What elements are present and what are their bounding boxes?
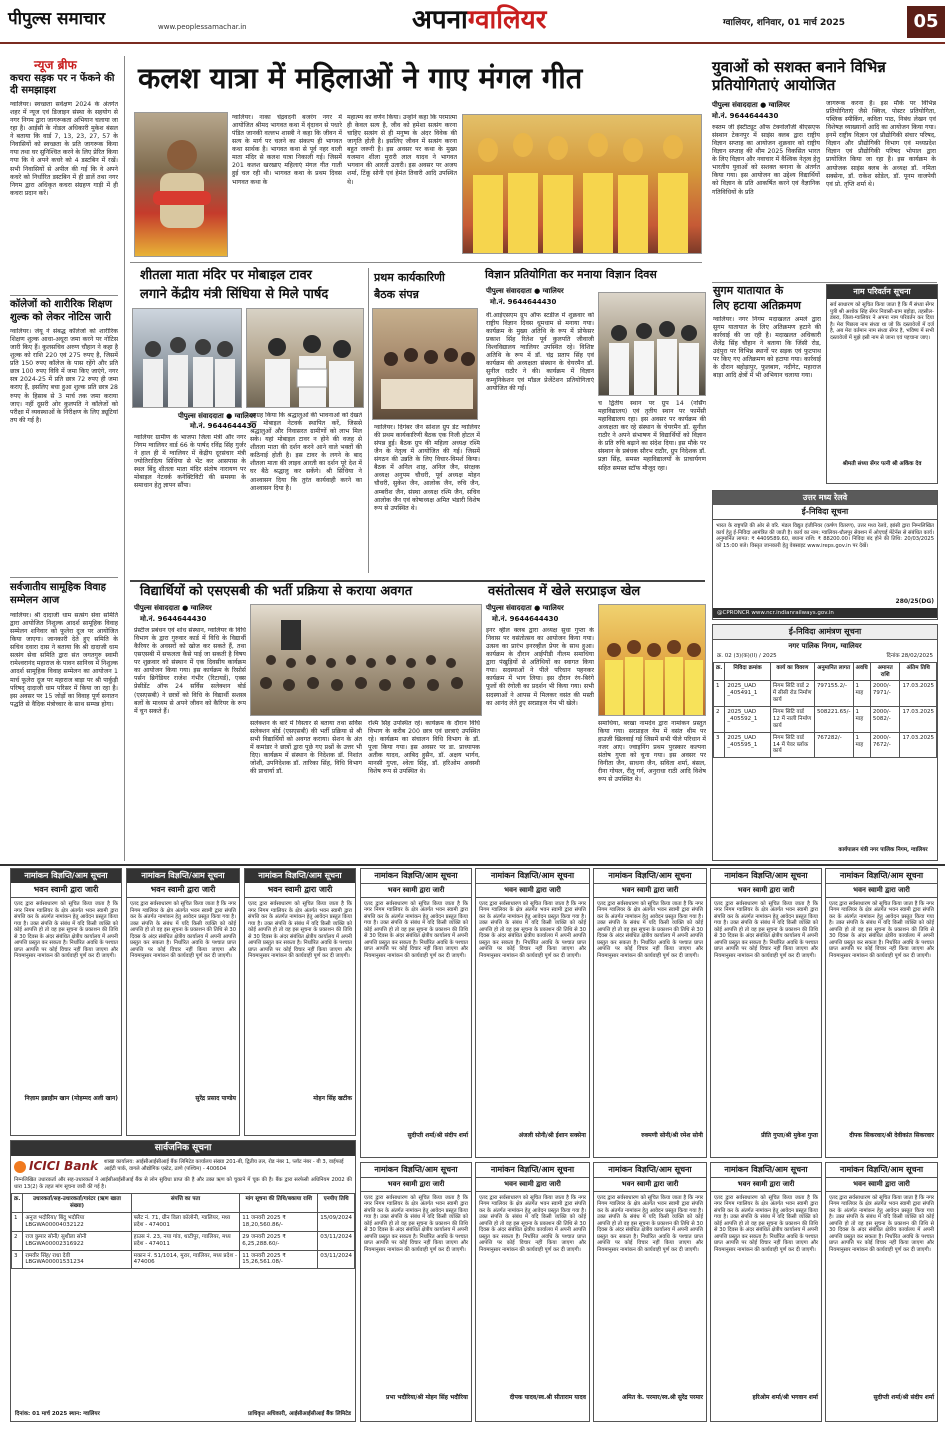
youth-byline: पीपुल्स संवाददाता ● ग्वालियर [712, 101, 790, 109]
nagar-table [713, 662, 937, 759]
pratham-headline-line-2: बैठक संपन्न [374, 287, 419, 301]
icici-footer [15, 1411, 351, 1418]
table-cell: 15/09/2024 [318, 1213, 355, 1232]
table-cell: 2000/- 5082/- [870, 707, 900, 733]
table-cell: 1 [12, 1213, 23, 1232]
notice-sign: निज़ाम इब्राहीम खान (मोहम्मद अली खान) [24, 1095, 118, 1102]
naamankan-notice-9 [360, 1162, 472, 1422]
brief-kicker: न्यूज ब्रीफ [34, 58, 77, 72]
icici-title: सार्वजनिक सूचना [11, 1141, 355, 1156]
table-cell: 2000/- 7971/- [870, 681, 900, 707]
notice-title: नामांकन विज्ञप्ति/आम सूचना [826, 1163, 937, 1178]
naamankan-notice-1 [10, 868, 122, 1136]
table-cell: 1 [714, 681, 725, 707]
lead-headline: कलश यात्रा में महिलाओं ने गाए मंगल गीत [138, 61, 583, 95]
lead-text-col-1: ग्वालियर। नाका चंद्रवदनी बजरंग नगर में आयोजित श्रीमद भागवत कथा में वृंदावन से पधारे पंडित जानकी वल्लभ शास्त्री ने कहा कि जीवन में सत्य के मार्ग पर चलने का संकल्प ही भागवत कथा सार्थक है। भागवत कथा से पूर्व नहर वाली माता मंदिर से कलश यात्रा निकाली गई। जिसमें 201 कलश खरखाए महिलाएं मंगल गीत गाती हुई चल रही थी। भागवत कथा के प्रथम दिवस भागवत कथा के [232, 114, 342, 186]
students-photo [250, 604, 482, 716]
notice-body: एतद द्वारा सर्वसाधारण को सूचित किया जाता है कि नगर निगम ग्वालियर के क्षेत्र अंतर्गत भवन स्वामी द्वारा संपत्ति कर के अंतर्गत नामांकन हेतु आवेदन प्रस्तुत किया गया है। उक्त संपत्ति के संबंध में यदि किसी व्यक्ति को कोई आपत्ति हो तो वह इस सूचना के प्रकाशन की तिथि से 30 दिवस के अंदर संबंधित क्षेत्रीय कार्यालय में अपनी आपत्ति प्रस्तुत कर सकता है। निर्धारित अवधि के पश्चात प्राप्त आपत्ति पर कोई विचार नहीं किया जाएगा और नियमानुसार नामांकन की कार्यवाही पूर्ण कर दी जाएगी। [130, 901, 236, 959]
students-phone: मो.नं. 9644644430 [140, 615, 207, 623]
naamankan-notice-10 [475, 1162, 590, 1422]
table-row [714, 681, 937, 707]
notice-title: नामांकन विज्ञप्ति/आम सूचना [711, 1163, 821, 1178]
icici-logo-icon [14, 1161, 26, 1173]
table-cell: 2 [714, 707, 725, 733]
notice-subtitle: भवन स्वामी द्वारा जारी [826, 884, 937, 898]
issue-date: ग्वालियर, शनिवार, 01 मार्च 2025 [723, 18, 846, 28]
notice-sign: रुक्मणी सोनी/श्री रमेश सोनी [641, 1131, 703, 1139]
pratham-headline-line-1: प्रथम कार्यकारिणी [374, 271, 445, 284]
table-cell: 2025_UAD _405592_1 [725, 707, 771, 733]
science-day-image [599, 293, 706, 396]
table-cell: 1 माह [853, 707, 870, 733]
nagar-col-header: अमानत राशि [870, 662, 900, 681]
notice-body: एतद द्वारा सर्वसाधारण को सूचित किया जाता है कि नगर निगम ग्वालियर के क्षेत्र अंतर्गत भवन स्वामी द्वारा संपत्ति कर के अंतर्गत नामांकन हेतु आवेदन प्रस्तुत किया गया है। उक्त संपत्ति के संबंध में यदि किसी व्यक्ति को कोई आपत्ति हो तो वह इस सूचना के प्रकाशन की तिथि से 30 दिवस के अंदर संबंधित क्षेत्रीय कार्यालय में अपनी आपत्ति प्रस्तुत कर सकता है। निर्धारित अवधि के पश्चात प्राप्त आपत्ति पर कोई विचार नहीं किया जाएगा और नियमानुसार नामांकन की कार्यवाही पूर्ण कर दी जाएगी। [14, 901, 118, 959]
naamankan-notice-8 [825, 868, 938, 1158]
table-cell: 2025_UAD _405491_1 [725, 681, 771, 707]
youth-phone: मो.नं. 9644644430 [712, 112, 779, 120]
notice-title: नामांकन विज्ञप्ति/आम सूचना [361, 869, 471, 884]
naamankan-notice-6 [593, 868, 707, 1158]
lead-photo-procession [462, 114, 702, 254]
notice-subtitle: भवन स्वामी द्वारा जारी [127, 883, 239, 898]
vasant-text-col-1: इनर व्हील क्लब द्वारा अध्यक्ष सुधा गुप्ता के निवास पर वसंतोत्सव का आयोजन किया गया। उत्सव का प्रारंभ इनरव्हील प्रेयर के साथ हुआ। कार्यक्रम के दौरान आईपीडी नीलम समाधिया द्वारा पंखुड़ियों से अतिथियों का स्वागत किया गया। सदस्याओं ने पीले परिधान पहनकर कार्यक्रम में भाग लिया। इस दौरान रंग-बिरंगे फूलों की रंगोली का प्रदर्शन भी किया गया। सभी सदस्याओं ने आपस में मिलकर वसंत की मस्ती का आनंद लेते हुए सरप्राइज गेम भी खेले। [486, 627, 594, 707]
vigyan-photo [598, 292, 706, 396]
shitla-headline-line-1: शीतला माता मंदिर पर मोबाइल टावर [140, 268, 312, 283]
notice-body: एतद द्वारा सर्वसाधारण को सूचित किया जाता है कि नगर निगम ग्वालियर के क्षेत्र अंतर्गत भवन स्वामी द्वारा संपत्ति कर के अंतर्गत नामांकन हेतु आवेदन प्रस्तुत किया गया है। उक्त संपत्ति के संबंध में यदि किसी व्यक्ति को कोई आपत्ति हो तो वह इस सूचना के प्रकाशन की तिथि से 30 दिवस के अंदर संबंधित क्षेत्रीय कार्यालय में अपनी आपत्ति प्रस्तुत कर सकता है। निर्धारित अवधि के पश्चात प्राप्त आपत्ति पर कोई विचार नहीं किया जाएगा और नियमानुसार नामांकन की कार्यवाही पूर्ण कर दी जाएगी। [364, 900, 468, 959]
masthead-prefix: अपना [412, 5, 468, 35]
table-cell: मकान नं. 51/1014, मुरार, ग्वालियर, मध्य प्रदेश - 474006 [131, 1250, 240, 1269]
icici-col-header: एनपीए तिथि [318, 1194, 355, 1213]
vasant-text-col-2: समाधिया, बरखा नामदेव द्वारा नामांकन प्रस्तुत किया गया। सरप्राइज गेम में वसंत थीम पर हाउजी खिलवाई गई जिसमें सभी पीले परिधान में नजर आए। ज्वाइनिंग प्रथम पुरस्कार कल्पना संतोष गुप्ता को चुना गया। इस अवसर पर विनीता जैन, साधना जैन, सविता शर्मा, बंसल, रीना गोयल, रीतू गर्ग, अनुराधा राठी आदि विशेष रूप से उपस्थित थे। [598, 720, 706, 784]
masthead-city: ग्वालियर [467, 5, 547, 35]
notice-subtitle: भवन स्वामी द्वारा जारी [361, 884, 471, 898]
column-divider [368, 268, 369, 573]
notice-title: नामांकन विज्ञप्ति/आम सूचना [826, 869, 937, 884]
students-headline: विद्यार्थियों को एसएसबी की भर्ती प्रक्रिया से कराया अवगत [140, 584, 413, 599]
shitla-text-col-2: आग्रह किया कि श्रद्धालुओं की भावनाओं को देखते हुए मोबाइल नेटवर्क स्थापित करें, जिससे श्रद्धालुओं और निवासरत ग्रामीणों को लाभ मिल सके। यहां मोबाइल टावर न होने की वजह से शीतला माता की दर्शन करने आने वाले भक्तों की कठिनाई होती है। इस टावर के लगने के बाद शीतला माता की लाइव आरती का दर्शन पूरे देश में घर बैठे श्रद्धालु कर सकेंगे। श्री सिंधिया ने आश्वासन दिया कि तुरंत कार्यवाही करने का आश्वासन दिया है। [250, 412, 362, 492]
shitla-text-col-1: ग्वालियर ग्रामीण के भाजपा जिला मंत्री और नगर निगम ग्वालियर वार्ड 66 के पार्षद रविंद्र सिंह गुर्जर ने हाल ही में ग्वालियर में केंद्रीय दूरसंचार मंत्री ज्योतिरादित्य सिंधिया से भेंट कर आसपास के स्थल बिंदु शीतला माता मंदिर संतोष नारायण पर मोबाइल नेटवर्क कनेक्टिविटी की समस्या के समाधान हेतु ज्ञापन सौंपा। [134, 434, 246, 490]
notice-subtitle: भवन स्वामी द्वारा जारी [711, 1178, 821, 1192]
divider [10, 295, 118, 296]
notice-subtitle: भवन स्वामी द्वारा जारी [476, 884, 589, 898]
icici-text: निम्नलिखित उधारकर्ता और सह-उधारकर्ता ने आईसीआईसीआई बैंक से लोन सुविधा प्राप्त की है और उक्त ऋण को चुकाने में चूक की है। बैंक द्वारा सरफेसी अधिनियम 2002 की धारा 13(2) के तहत मांग सूचना जारी की गई है। [14, 1177, 352, 1190]
railway-code: 280/25(DG) [895, 598, 934, 605]
section-divider [0, 864, 945, 866]
icici-col-header: क्र. [12, 1194, 23, 1213]
notice-body: एतद द्वारा सर्वसाधारण को सूचित किया जाता है कि नगर निगम ग्वालियर के क्षेत्र अंतर्गत भवन स्वामी द्वारा संपत्ति कर के अंतर्गत नामांकन हेतु आवेदन प्रस्तुत किया गया है। उक्त संपत्ति के संबंध में यदि किसी व्यक्ति को कोई आपत्ति हो तो वह इस सूचना के प्रकाशन की तिथि से 30 दिवस के अंदर संबंधित क्षेत्रीय कार्यालय में अपनी आपत्ति प्रस्तुत कर सकता है। निर्धारित अवधि के पश्चात प्राप्त आपत्ति पर कोई विचार नहीं किया जाएगा और नियमानुसार नामांकन की कार्यवाही पूर्ण कर दी जाएगी। [597, 900, 703, 959]
notice-sign: दीपक सिकरवार/श्री देवीकांत सिकरवार [849, 1131, 934, 1139]
icici-logo [14, 1159, 98, 1174]
page-number: 05 [907, 6, 945, 38]
notice-subtitle: भवन स्वामी द्वारा जारी [711, 884, 821, 898]
table-cell: 17.03.2025 [900, 707, 937, 733]
notice-sign: अंजली सोनी/श्री ईशान सक्सेना [518, 1131, 586, 1139]
notice-sign: हरिओम शर्मा/श्री भगवान शर्मा [752, 1393, 818, 1401]
students-text-col-2: सलेक्शन के बारे में विस्तार से बताया तथा सर्विस सलेक्शन बोर्ड (एसएसबी) की भर्ती प्रक्रिया से श्री सभी विद्यार्थियों को अवगत कराया। सेशन के अंत में कमांडर ने छात्रों द्वारा पूछे गए प्रश्नों के उत्तर भी दिए। कार्यक्रम में संस्थान के निदेशक डॉ. निशांत जोशी, उपनिदेशक डॉ. तारिका सिंह, विधि विभाग की प्राचार्या डॉ. [250, 720, 362, 776]
speaker-image [135, 113, 228, 257]
table-cell: 11 जनवरी 2025 ₹ 15,26,561.08/- [240, 1250, 318, 1269]
naamankan-notice-5 [475, 868, 590, 1158]
table-cell: 17.03.2025 [900, 681, 937, 707]
notice-subtitle: भवन स्वामी द्वारा जारी [594, 1178, 706, 1192]
table-cell: 2025_UAD _405595_1 [725, 732, 771, 758]
notice-title: नामांकन विज्ञप्ति/आम सूचना [594, 1163, 706, 1178]
table-cell: निगम सिटि वार्ड 2 में सीसी रोड निर्माण कार्य [770, 681, 814, 707]
icici-public-notice [10, 1140, 356, 1422]
notice-subtitle: भवन स्वामी द्वारा जारी [594, 884, 706, 898]
pratham-photo [372, 308, 478, 420]
sugam-text: ग्वालियर। नगर निगम मदाखलत अमले द्वारा सुगम यातायात के लिए अतिक्रमण हटाने की कार्रवाई की जा रही है। मदाखलत अधिकारी शैलेंद्र सिंह चौहान ने बताया कि जिंसी रोड, उदंपुरा पर विभिन्न स्थानों पर सड़क एवं फुटपाथ पर किए गए अतिक्रमण को हटाया गया। कार्रवाई के दौरान बहोड़ापुर, फूलबाग, नदीगेट, महाराज बाड़ा आदि क्षेत्रों में भी अभियान चलाया गया। [713, 316, 821, 380]
brand-logo: पीपुल्स समाचार [8, 9, 106, 29]
table-cell: 03/11/2024 [318, 1250, 355, 1269]
vasant-byline: पीपुल्स संवाददाता ● ग्वालियर [486, 604, 564, 612]
notice-body: एतद द्वारा सर्वसाधारण को सूचित किया जाता है कि नगर निगम ग्वालियर के क्षेत्र अंतर्गत भवन स्वामी द्वारा संपत्ति कर के अंतर्गत नामांकन हेतु आवेदन प्रस्तुत किया गया है। उक्त संपत्ति के संबंध में यदि किसी व्यक्ति को कोई आपत्ति हो तो वह इस सूचना के प्रकाशन की तिथि से 30 दिवस के अंदर संबंधित क्षेत्रीय कार्यालय में अपनी आपत्ति प्रस्तुत कर सकता है। निर्धारित अवधि के पश्चात प्राप्त आपत्ति पर कोई विचार नहीं किया जाएगा और नियमानुसार नामांकन की कार्यवाही पूर्ण कर दी जाएगी। [714, 900, 818, 959]
icici-col-header: मांग सूचना की तिथि/बकाया राशि [240, 1194, 318, 1213]
name-change-notice [826, 284, 938, 484]
notice-body: एतद द्वारा सर्वसाधारण को सूचित किया जाता है कि नगर निगम ग्वालियर के क्षेत्र अंतर्गत भवन स्वामी द्वारा संपत्ति कर के अंतर्गत नामांकन हेतु आवेदन प्रस्तुत किया गया है। उक्त संपत्ति के संबंध में यदि किसी व्यक्ति को कोई आपत्ति हो तो वह इस सूचना के प्रकाशन की तिथि से 30 दिवस के अंदर संबंधित क्षेत्रीय कार्यालय में अपनी आपत्ति प्रस्तुत कर सकता है। निर्धारित अवधि के पश्चात प्राप्त आपत्ति पर कोई विचार नहीं किया जाएगा और नियमानुसार नामांकन की कार्यवाही पूर्ण कर दी जाएगी। [829, 900, 934, 959]
table-cell: 1 माह [853, 681, 870, 707]
vigyan-text-col-2: च द्वितीय स्थान पर ग्रुप 14 (नर्सिंग महाविद्यालय) एवं तृतीय स्थान पर फार्मेसी महाविद्यालय रहा। इस अवसर पर कार्यक्रम की अध्यक्षता कर रहे संस्थान के चेयरमैन डॉ. सुनील राठौर ने अपने संभाषण में विद्यार्थियों को विज्ञान के प्रति रुचि बढ़ाने का संदेश दिया। इस मौके पर संस्थान के प्रबंधक सौरभ राठौर, ग्रुप निदेशक डॉ. प्रज्ञा सिंह, समस्त महाविद्यालयों के प्राचार्यगण सहित समस्त स्टॉफ मौजूद रहा। [598, 400, 706, 472]
icici-address: शाखा कार्यालय: आईसीआईसीआई बैंक लिमिटेड कार्यालय संख्या 201-बी, द्वितीय तल, रोड नंबर 1, प्लॉट नंबर - बी 3, वाईफाई आईटी पार्क, वागले औद्योगिक एस्टेट, ठाणे (पश्चिम) - 400604 [103, 1159, 344, 1172]
table-cell: 1 माह [853, 732, 870, 758]
shitla-byline: पीपुल्स संवाददाता ● ग्वालियर [178, 412, 256, 420]
notice-title: नामांकन विज्ञप्ति/आम सूचना [476, 869, 589, 884]
notice-sign: दीपक यादव/स्व.श्री सीताराम यादव [509, 1393, 586, 1401]
table-cell: 03/11/2024 [318, 1231, 355, 1250]
icici-header-row [11, 1156, 355, 1177]
notice-subtitle: भवन स्वामी द्वारा जारी [245, 883, 355, 898]
railway-title: उत्तर मध्य रेलवे [713, 491, 937, 505]
table-cell: 767282/- [814, 732, 853, 758]
notice-title: नामांकन विज्ञप्ति/आम सूचना [361, 1163, 471, 1178]
nagar-ref: क्र. 02 (3)(क)(II) / 2025 [717, 652, 777, 659]
vigyan-phone: मो.नं. 9644644430 [490, 298, 557, 306]
pratham-text: ग्वालियर। दिगंबर जैन सोशल ग्रुप डेट ग्वालियर की प्रथम कार्यकारिणी बैठक एक निजी होटल में संपन्न हुई। बैठक ग्रुप की महिला अध्यक्ष रश्मि जैन के नेतृत्व में आयोजित की गई। जिसमें संगठन की उन्नति के लिए विचार-विमर्श किया। बैठक में अनिल शाह, अनिल जैन, संरक्षक अध्यक्ष अनुपम चौधरी, पूर्व अध्यक्ष मोहन चौधरी, सुकेश जैन, आलोक जैन, रुचि जैन, अम्बरीश जैन, संस्था अध्यक्ष रश्मि जैन, सचिव आलोक जैन एवं कोषाध्यक्ष अमित भंडारी विशेष रूप से उपस्थित थे। [374, 424, 480, 512]
table-cell: निगम सिटि वार्ड 14 में पेवर ब्लॉक कार्य [770, 732, 814, 758]
auditorium-image [251, 605, 482, 716]
name-change-title: नाम परिवर्तन सूचना [827, 285, 937, 299]
naamankan-notice-4 [360, 868, 472, 1158]
meeting-image-left [133, 309, 242, 408]
youth-headline: युवाओं को सशक्त बनाने विभिन्न प्रतियोगिताएं आयोजित [712, 58, 886, 94]
notice-sign: अमित के. परमार/स्व.श्री सुरेंद्र परमार [622, 1393, 703, 1401]
notice-subtitle: भवन स्वामी द्वारा जारी [361, 1178, 471, 1192]
shitla-photo-left [132, 308, 242, 408]
icici-col-header: संपत्ति का पता [131, 1194, 240, 1213]
table-cell: 2000/- 7672/- [870, 732, 900, 758]
notice-sign: मोहन सिंह खटीक [313, 1095, 352, 1102]
sugam-headline-line-1: सुगम यातायात के [713, 284, 784, 297]
railway-footer[interactable]: @CPRONCR www.ncr.indianrailways.gov.in [713, 608, 937, 619]
brief-headline-1: कचरा सड़क पर न फेंकने की दी समझाइश [10, 73, 115, 96]
icici-table [11, 1193, 355, 1269]
notice-sign: प्रभा भदौरिया/श्री मोहन सिंह भदौरिया [386, 1393, 468, 1401]
vasant-phone: मो.नं. 9644644430 [492, 615, 559, 623]
table-row [714, 707, 937, 733]
table-cell: 2 [12, 1231, 23, 1250]
vasant-headline: वसंतोत्सव में खेले सरप्राइज खेल [488, 584, 641, 599]
icici-footer-right: प्राधिकृत अधिकारी, आईसीआईसीआई बैंक लिमिटेड [248, 1411, 351, 1418]
notice-body: एतद द्वारा सर्वसाधारण को सूचित किया जाता है कि नगर निगम ग्वालियर के क्षेत्र अंतर्गत भवन स्वामी द्वारा संपत्ति कर के अंतर्गत नामांकन हेतु आवेदन प्रस्तुत किया गया है। उक्त संपत्ति के संबंध में यदि किसी व्यक्ति को कोई आपत्ति हो तो वह इस सूचना के प्रकाशन की तिथि से 30 दिवस के अंदर संबंधित क्षेत्रीय कार्यालय में अपनी आपत्ति प्रस्तुत कर सकता है। निर्धारित अवधि के पश्चात प्राप्त आपत्ति पर कोई विचार नहीं किया जाएगा और नियमानुसार नामांकन की कार्यवाही पूर्ण कर दी जाएगी। [714, 1194, 818, 1253]
table-row [12, 1250, 355, 1269]
notice-body: एतद द्वारा सर्वसाधारण को सूचित किया जाता है कि नगर निगम ग्वालियर के क्षेत्र अंतर्गत भवन स्वामी द्वारा संपत्ति कर के अंतर्गत नामांकन हेतु आवेदन प्रस्तुत किया गया है। उक्त संपत्ति के संबंध में यदि किसी व्यक्ति को कोई आपत्ति हो तो वह इस सूचना के प्रकाशन की तिथि से 30 दिवस के अंदर संबंधित क्षेत्रीय कार्यालय में अपनी आपत्ति प्रस्तुत कर सकता है। निर्धारित अवधि के पश्चात प्राप्त आपत्ति पर कोई विचार नहीं किया जाएगा और नियमानुसार नामांकन की कार्यवाही पूर्ण कर दी जाएगी। [597, 1194, 703, 1253]
nagar-title: ई-निविदा आमंत्रण सूचना [713, 625, 937, 640]
icici-col-header: उधारकर्ता/सह-उधारकर्ता/गारंटर (ऋण खाता संख्या) [23, 1194, 131, 1213]
railway-subtitle: ई-निविदा सूचना [713, 505, 937, 520]
shitla-photo-right [246, 308, 364, 408]
pratham-headline [374, 270, 482, 303]
naamankan-notice-12 [710, 1162, 822, 1422]
meeting-group-image [373, 309, 478, 420]
name-change-sign: श्रीमती संध्या सेंगर पत्नी श्री अकिंक देव [842, 461, 922, 467]
nagar-ref-row [713, 653, 937, 662]
lead-photo-speaker [134, 112, 228, 257]
nagar-org: नगर पालिक निगम, ग्वालियर [788, 642, 862, 650]
vigyan-byline: पीपुल्स संवाददाता ● ग्वालियर [486, 287, 564, 295]
divider [130, 580, 705, 582]
column-divider [124, 56, 125, 861]
table-cell: 3 [714, 732, 725, 758]
notice-title: नामांकन विज्ञप्ति/आम सूचना [594, 869, 706, 884]
name-change-text: सर्व साधारण को सूचित किया जाता है कि मैं संध्या सेंगर पुत्री श्री अशोक सिंह सेंगर निवासी-ग्राम बहोड़ा, तहसील-डबरा, जिला-ग्वालियर ने अपना नाम परिवर्तन कर दिया है। मेरा पिछला नाम संध्या था जो कि दस्तावेजों में दर्ज है, अब मेरा वर्तमान नाम संध्या सेंगर है, भविष्य में सभी दस्तावेजों में मुझे इसी नाम से जाना एवं पहचाना जाए। [830, 302, 935, 341]
table-cell: 3 [12, 1250, 23, 1269]
vasant-photo [598, 604, 706, 716]
page-header [0, 0, 945, 44]
meeting-image-right [247, 309, 364, 408]
nagar-sign: कार्यपालन यंत्री नगर पालिक निगम, ग्वालियर [838, 847, 928, 854]
notice-sign: प्रीति गुप्ता/श्री मुकेश गुप्ता [761, 1131, 818, 1139]
notice-sign: सुदीप्ती शर्मा/श्री संदीप शर्मा [873, 1393, 934, 1401]
students-byline: पीपुल्स संवाददाता ● ग्वालियर [134, 604, 212, 612]
notice-title: नामांकन विज्ञप्ति/आम सूचना [711, 869, 821, 884]
railway-text: भारत के राष्ट्रपति की ओर से वरि. मंडल विद्युत इंजीनियर (कर्षण वितरण), उत्तर मध्य रेलवे, झांसी द्वारा निम्नलिखित कार्य हेतु ई-निविदा आमंत्रित की जाती है। कार्य का नाम: ग्वालियर-धौलपुर सेक्शन में ओएचई मेंटेनेंस से संबंधित कार्य। अनुमानित लागत: ₹ 4409589.60, बयाना राशि: ₹ 88200.00। निविदा बंद होने की तिथि: 20/03/2025 को 15:00 बजे। विस्तृत जानकारी हेतु वेबसाइट www.ireps.gov.in पर देखें। [716, 523, 934, 549]
notice-title: नामांकन विज्ञप्ति/आम सूचना [476, 1163, 589, 1178]
notice-title: नामांकन विज्ञप्ति/आम सूचना [11, 869, 121, 883]
table-row [12, 1213, 355, 1232]
naamankan-notice-13 [825, 1162, 938, 1422]
brief-text-3: ग्वालियर। श्री दादाजी धाम सत्संग सेवा समिति द्वारा आयोजित निशुल्क आदर्श सामूहिक विवाह सम्मेलन शनिवार को फूलेरा दूज पर आयोजित किया जाएगा। जानकारी देते हुए समिति के सचिव दवारा दास ने बताया कि श्री दादाजी धाम सत्संग सेवा समिति द्वारा संत जगतगुरु स्वामी रामेश्वरानंद महाराज के पावन सानिध्य में निशुल्क आदर्श सामूहिक विवाह सम्मेलन का आयोजन 1 मार्च फूलेरा दूज पर महाराज बाड़ा पर श्री पार्कुड़ी परिषद् दादाजी धाम परिसर में किया जा रहा है। इस अवसर पर 15 जोड़ों का विवाह पूर्ण सनातन पद्धति से वैदिक मंत्रोच्चार के साथ सम्पन्न होगा। [10, 612, 118, 708]
divider [712, 282, 937, 283]
notice-body: एतद द्वारा सर्वसाधारण को सूचित किया जाता है कि नगर निगम ग्वालियर के क्षेत्र अंतर्गत भवन स्वामी द्वारा संपत्ति कर के अंतर्गत नामांकन हेतु आवेदन प्रस्तुत किया गया है। उक्त संपत्ति के संबंध में यदि किसी व्यक्ति को कोई आपत्ति हो तो वह इस सूचना के प्रकाशन की तिथि से 30 दिवस के अंदर संबंधित क्षेत्रीय कार्यालय में अपनी आपत्ति प्रस्तुत कर सकता है। निर्धारित अवधि के पश्चात प्राप्त आपत्ति पर कोई विचार नहीं किया जाएगा और नियमानुसार नामांकन की कार्यवाही पूर्ण कर दी जाएगी। [829, 1194, 934, 1253]
table-row [12, 1231, 355, 1250]
notice-subtitle: भवन स्वामी द्वारा जारी [826, 1178, 937, 1192]
vigyan-text-col-1: वी.आईएसएम ग्रुप ऑफ स्टडीज में शुक्रवार को राष्ट्रीय विज्ञान दिवस धूमधाम से मनाया गया। कार्यक्रम के मुख्य अतिथि के रूप में प्रोफेसर प्रकाश सिंह रितेश पूर्व कुलपति जीवाजी विश्वविद्यालय ग्वालियर उपस्थित रहे। विशिष्ट अतिथि के रूप में डॉ. चंद्र प्रताप सिंह एवं कार्यक्रम की अध्यक्षता संस्थान के चेयरमैन डॉ. सुनील राठौर ने की। कार्यक्रम में विज्ञान कम्युनिकेशन एवं मॉडल प्रेजेंटेशन प्रतियोगिताएं आयोजित की गईं। [486, 312, 594, 392]
nagar-col-header: अनुमानित लागत [814, 662, 853, 681]
lead-text-col-2: महात्म्य का वर्णन किया। उन्होंने कहा कि परमात्मा ही केवल सत्य है, जीव को हमेशा सत्संग करना चाहिए सत्संग से ही मनुष्य के अंदर विवेक की जागृति होती है। इसलिए जीवन में सत्संग करना बहुत जरूरी है। इस अवसर पर कथा के मुख्य यजमान शीला मुरारी लाल यादव ने भागवत भगवान की आरती उतारी। इस अवसर पर अजय शर्मा, टिंकू सोनी एवं हेमंत तिवारी आदि उपस्थित थे। [347, 114, 457, 186]
youth-text-col-1: रुस्तम जी इंस्टीट्यूट ऑफ टेक्नोलॉजी बीएसएफ संस्थान टेकनपुर में साइंस क्लब द्वारा राष्ट्रीय विज्ञान सप्ताह का आयोजन शुक्रवार को राष्ट्रीय विज्ञान सप्ताह की थीम 2025 विकसित भारत के लिए विज्ञान और नवाचार में वैश्विक नेतृत्व हेतु भारतीय युवाओं को सशक्त बनाना के अंतर्गत किया गया। इस आयोजन का उद्देश्य विद्यार्थियों को विज्ञान के प्रति आकर्षित करने एवं वैज्ञानिक गतिविधियों के प्रति [712, 124, 820, 196]
table-cell: 11 जनवरी 2025 ₹ 18,20,560.86/- [240, 1213, 318, 1232]
notice-subtitle: भवन स्वामी द्वारा जारी [11, 883, 121, 898]
naamankan-notice-2 [126, 868, 240, 1136]
divider [10, 577, 118, 578]
students-text-col-3: रश्मि सिंह उपस्थित रहे। कार्यक्रम के दौरान विधि विभाग के करीब 200 छात्र एवं छात्राएं उपस्थित रहे। कार्यक्रम का संचालन विधि विभाग के डॉ. पूजा किया गया। इस अवसर पर डा. प्राध्यापक अतीक यादव, आबिद हुसैन, डॉ. अक्षय भार्गव, मानसी गुप्ता, श्वेता सिंह, डॉ. हरिओम अवस्थी विशेष रूप से उपस्थित थे। [368, 720, 480, 776]
notice-body: एतद द्वारा सर्वसाधारण को सूचित किया जाता है कि नगर निगम ग्वालियर के क्षेत्र अंतर्गत भवन स्वामी द्वारा संपत्ति कर के अंतर्गत नामांकन हेतु आवेदन प्रस्तुत किया गया है। उक्त संपत्ति के संबंध में यदि किसी व्यक्ति को कोई आपत्ति हो तो वह इस सूचना के प्रकाशन की तिथि से 30 दिवस के अंदर संबंधित क्षेत्रीय कार्यालय में अपनी आपत्ति प्रस्तुत कर सकता है। निर्धारित अवधि के पश्चात प्राप्त आपत्ति पर कोई विचार नहीं किया जाएगा और नियमानुसार नामांकन की कार्यवाही पूर्ण कर दी जाएगी। [248, 901, 352, 959]
railway-tender-notice [712, 490, 938, 620]
notice-title: नामांकन विज्ञप्ति/आम सूचना [245, 869, 355, 883]
page-masthead [412, 4, 546, 37]
nagar-date: दिनांक 28/02/2025 [886, 652, 933, 659]
table-row [714, 732, 937, 758]
table-cell: 29 जनवरी 2025 ₹ 6,25,288.60/- [240, 1231, 318, 1250]
table-cell: 508221.65/- [814, 707, 853, 733]
sugam-headline-line-2: लिए हटाया अतिक्रमण [713, 298, 802, 312]
table-cell: हाउस नं. 23, नया गांव, थाटीपुर, ग्वालियर, मध्य प्रदेश - 474011 [131, 1231, 240, 1250]
table-cell: राज कुमार सोनी/ सुशीला सोनी LBGWA00002316922 [23, 1231, 131, 1250]
table-cell: 17.03.2025 [900, 732, 937, 758]
table-cell: रामवीर सिंह/ राधा देवी LBGWA00001531234 [23, 1250, 131, 1269]
notice-body: एतद द्वारा सर्वसाधारण को सूचित किया जाता है कि नगर निगम ग्वालियर के क्षेत्र अंतर्गत भवन स्वामी द्वारा संपत्ति कर के अंतर्गत नामांकन हेतु आवेदन प्रस्तुत किया गया है। उक्त संपत्ति के संबंध में यदि किसी व्यक्ति को कोई आपत्ति हो तो वह इस सूचना के प्रकाशन की तिथि से 30 दिवस के अंदर संबंधित क्षेत्रीय कार्यालय में अपनी आपत्ति प्रस्तुत कर सकता है। निर्धारित अवधि के पश्चात प्राप्त आपत्ति पर कोई विचार नहीं किया जाएगा और नियमानुसार नामांकन की कार्यवाही पूर्ण कर दी जाएगी। [364, 1194, 468, 1253]
nagar-col-header: निविदा क्रमांक [725, 662, 771, 681]
naamankan-notice-7 [710, 868, 822, 1158]
nagar-col-header: कार्य का विवरण [770, 662, 814, 681]
brief-headline-3: सर्वजातीय सामूहिक विवाह सम्मेलन आज [10, 582, 106, 606]
brief-text-2: ग्वालियर। जेयू ने संबद्ध कॉलेजों को शारीरिक शिक्षण शुल्क आधा-अधूरा जमा करने पर नोटिस जारी किए हैं। कुलसचिव अरुण चौहान ने कहा है शुल्क को राशि 220 एवं 275 रुपए है, जिसमें प्रति 150 रुपए कॉलेज के पास रहेंगे और प्रति छात्र 100 रुपए विवि में जमा किए जाएंगे, नगर सत्र 2024-25 में प्रति छात्र 72 रुपए ही जमा कराए हैं, इसलिए बचा हुआ शुल्क प्रति छात्र 28 रुपए के हिसाब से 3 मार्च तक जमा कराया जाए। नहीं दूसरी ओर कुलपति ने कॉलेजों को परीक्षा में व्यवस्थाओं के निरीक्षण के लिए ड्यूटियां तय की गई है। [10, 328, 118, 424]
vasantotsav-image [599, 605, 706, 716]
notice-body: एतद द्वारा सर्वसाधारण को सूचित किया जाता है कि नगर निगम ग्वालियर के क्षेत्र अंतर्गत भवन स्वामी द्वारा संपत्ति कर के अंतर्गत नामांकन हेतु आवेदन प्रस्तुत किया गया है। उक्त संपत्ति के संबंध में यदि किसी व्यक्ति को कोई आपत्ति हो तो वह इस सूचना के प्रकाशन की तिथि से 30 दिवस के अंदर संबंधित क्षेत्रीय कार्यालय में अपनी आपत्ति प्रस्तुत कर सकता है। निर्धारित अवधि के पश्चात प्राप्त आपत्ति पर कोई विचार नहीं किया जाएगा और नियमानुसार नामांकन की कार्यवाही पूर्ण कर दी जाएगी। [479, 1194, 586, 1253]
shitla-phone: मो.नं. 9644644430 [190, 422, 257, 430]
youth-text-col-2: जागरूक करना है। इस मौके पर विभिन्न प्रतियोगिताएं जैसे क्विज, पोस्टर प्रतियोगिता, पब्लिक स्पीकिंग, कविता पाठ, निबंध लेखन एवं विशेषज्ञ व्याख्यानों आदि का आयोजन किया गया। इनमें राष्ट्रीय विज्ञान एवं प्रौद्योगिकी संचार परिषद, विज्ञान और प्रौद्योगिकी विभाग एवं मध्यप्रदेश विज्ञान एवं प्रौद्योगिकी परिषद भोपाल द्वारा प्रायोजित किया जा रहा है। इस कार्यक्रम के आयोजक साइंस क्लब के अध्यक्ष डॉ. नमिता सक्सेना, डॉ. राकेश सोडेल, डॉ. पूनम वाजपेयी एवं प्रो. तृप्ति शर्मा थे। [826, 100, 936, 188]
table-cell: फ्लैट नं. 71, ग्रीन विला कॉलोनी, ग्वालियर, मध्य प्रदेश - 474001 [131, 1213, 240, 1232]
table-cell: अनुज भदौरिया/ बिंदु भदौरिया LBGWA00004032122 [23, 1213, 131, 1232]
brief-text-1: ग्वालियर। स्वच्छता सर्वेक्षण 2024 के अंतर्गत शहर में न्यूज एवं डिजाइन संस्था के सहयोग से नगर निगम द्वारा जागरूकता अभियान चलाया जा रहा है। आईसी के नोडल अधिकारी मुकेश बंसल ने बताया कि वार्ड 7, 13, 23, 27, 57 के निवासियों को स्वच्छता के प्रति जागरूक किया गया तथा घर सुनिश्चित करने के लिए प्रेरित किया गया कि वे अपने कचरे को 4 डस्टबिन में रखें। सभी निवासियों से अपील की गई कि वे अपने कचरे को निर्धारित डस्टबिन में ही डालें तथा नगर निगम द्वारा अधिकृत कचरा संग्रहण गाड़ी में ही कचरा प्रदान करें। [10, 101, 118, 197]
table-cell: निगम सिटि वार्ड 12 में नाली निर्माण कार्य [770, 707, 814, 733]
notice-sign: सुरेंद्र प्रसाद पाण्डेय [195, 1095, 236, 1102]
notice-sign: सुदीप्ती शर्मा/श्री संदीप शर्मा [407, 1131, 468, 1139]
notice-title: नामांकन विज्ञप्ति/आम सूचना [127, 869, 239, 883]
icici-footer-left: दिनांक: 01 मार्च 2025 स्थान: ग्वालियर [15, 1411, 100, 1418]
nagar-col-header: अंतिम तिथि [900, 662, 937, 681]
students-text-col-1: प्रेस्टीज प्रबंधन एवं शोध संस्थान, ग्वालियर के विधि विभाग के द्वारा गुरुवार कार्ड में विधि के विद्यार्थी कैरियर के अवसरों को खोज कर सकते हैं, तथा एसएसबी में सफलता कैसे पाई जा सकती है विषय पर शुक्रवार को संस्थान में एक दिवसीय कार्यक्रम का आयोजन किया गया। इस कार्यक्रम के रिसोर्स पर्सन ब्रिगेडियर राजेश गंभीर (रिटायर्ड), एक्स प्रेसीडेंट ऑफ 24 सर्विस सलेक्शन बोर्ड (एसएसबी) ने छात्रों को विधि के विद्यार्थी सशस्त्र बलों के माध्यम से अपने जीवन को कैरियर के रूप में चुन सकते हैं। [134, 627, 246, 715]
nagar-table-header [714, 662, 937, 681]
site-url[interactable]: www.peoplessamachar.in [158, 23, 247, 31]
procession-image [463, 115, 702, 254]
nagar-nigam-tender [712, 624, 938, 861]
table-cell: 797155.2/- [814, 681, 853, 707]
notice-subtitle: भवन स्वामी द्वारा जारी [476, 1178, 589, 1192]
shitla-headline-line-2: लगाने केंद्रीय मंत्री सिंधिया से मिले पार्षद [140, 286, 329, 302]
naamankan-notice-11 [593, 1162, 707, 1422]
nagar-col-header: अवधि [853, 662, 870, 681]
brief-headline-2: कॉलेजों को शारीरिक शिक्षण शुल्क को लेकर नोटिस जारी [10, 299, 112, 323]
divider [130, 262, 702, 263]
nagar-col-header: क्र. [714, 662, 725, 681]
notice-body: एतद द्वारा सर्वसाधारण को सूचित किया जाता है कि नगर निगम ग्वालियर के क्षेत्र अंतर्गत भवन स्वामी द्वारा संपत्ति कर के अंतर्गत नामांकन हेतु आवेदन प्रस्तुत किया गया है। उक्त संपत्ति के संबंध में यदि किसी व्यक्ति को कोई आपत्ति हो तो वह इस सूचना के प्रकाशन की तिथि से 30 दिवस के अंदर संबंधित क्षेत्रीय कार्यालय में अपनी आपत्ति प्रस्तुत कर सकता है। निर्धारित अवधि के पश्चात प्राप्त आपत्ति पर कोई विचार नहीं किया जाएगा और नियमानुसार नामांकन की कार्यवाही पूर्ण कर दी जाएगी। [479, 900, 586, 959]
icici-brand: ICICI Bank [29, 1159, 98, 1174]
icici-table-header [12, 1194, 355, 1213]
vigyan-headline: विज्ञान प्रतियोगिता कर मनाया विज्ञान दिवस [485, 268, 657, 281]
naamankan-notice-3 [244, 868, 356, 1136]
